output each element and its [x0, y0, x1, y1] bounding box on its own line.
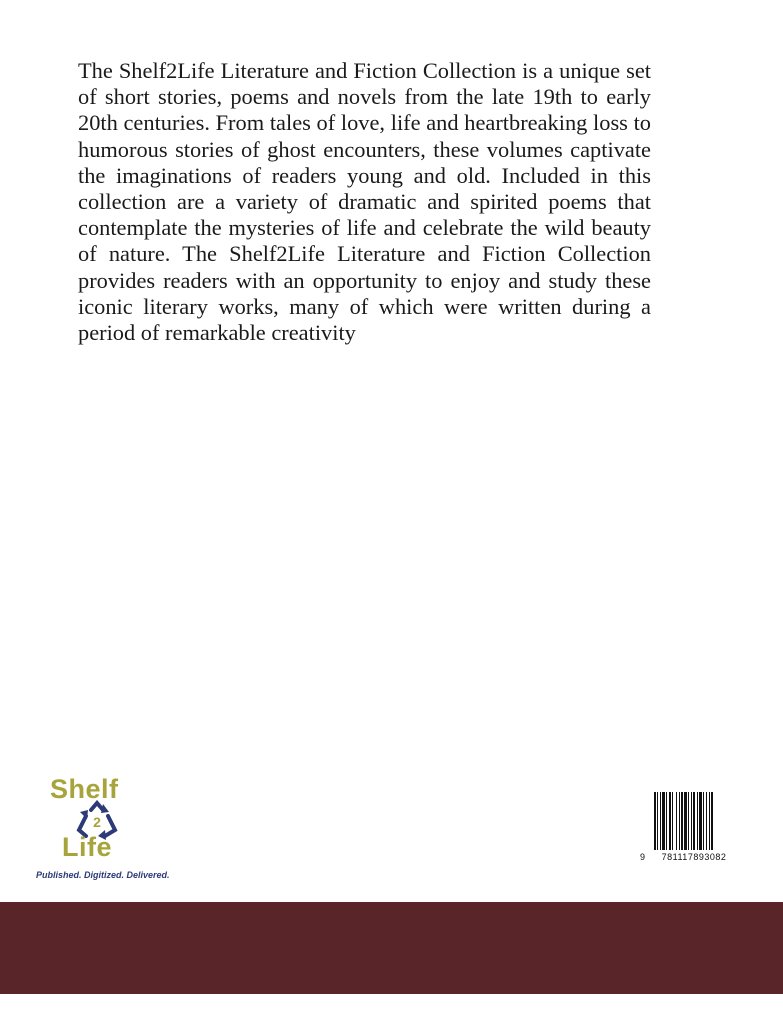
logo-tagline: Published. Digitized. Delivered. — [36, 870, 170, 880]
publisher-logo — [30, 770, 170, 885]
barcode-bar — [699, 792, 702, 850]
barcode-bar — [676, 792, 677, 850]
barcode-bar — [669, 792, 671, 850]
barcode-bar — [711, 792, 713, 850]
barcode-bar — [693, 792, 695, 850]
barcode-bar — [697, 792, 698, 850]
barcode-bars — [654, 792, 734, 850]
barcode-bar — [679, 792, 680, 850]
barcode-bar — [703, 792, 704, 850]
barcode-bar — [691, 792, 692, 850]
barcode-bar — [706, 792, 707, 850]
logo-shelf-text: Shelf — [50, 774, 119, 804]
barcode-bar — [666, 792, 667, 850]
barcode-bar — [688, 792, 689, 850]
footer-band — [0, 902, 783, 994]
logo-number-2: 2 — [93, 814, 101, 830]
barcode-bar — [681, 792, 683, 850]
logo-life-text: Life — [62, 832, 113, 862]
barcode-first-digit: 9 — [640, 852, 646, 862]
barcode-bar — [709, 792, 710, 850]
barcode-bar — [654, 792, 656, 850]
barcode-bar — [662, 792, 665, 850]
barcode-bar — [660, 792, 661, 850]
barcode-bar — [684, 792, 687, 850]
barcode-bar — [672, 792, 673, 850]
back-cover-description: The Shelf2Life Literature and Fiction Collection is a unique set of short stories, poems and novels from the late 19th to early 20th centuries. From tales of love, life and heartbreaking loss to humorous stories of ghost encounters, these volumes captivate the imaginations of readers young and old. Included in this collection are a variety of dramatic and spirited poems that contemplate the mysteries of life and celebrate the wild beauty of nature. The Shelf2Life Literature and Fiction Collection provides readers with an opportunity to enjoy and study these iconic literary works, many of which were written during a period of remarkable creativity — [78, 58, 651, 346]
barcode-bar — [657, 792, 658, 850]
isbn-barcode — [638, 790, 738, 870]
barcode-digits: 781117893082 — [661, 852, 727, 862]
